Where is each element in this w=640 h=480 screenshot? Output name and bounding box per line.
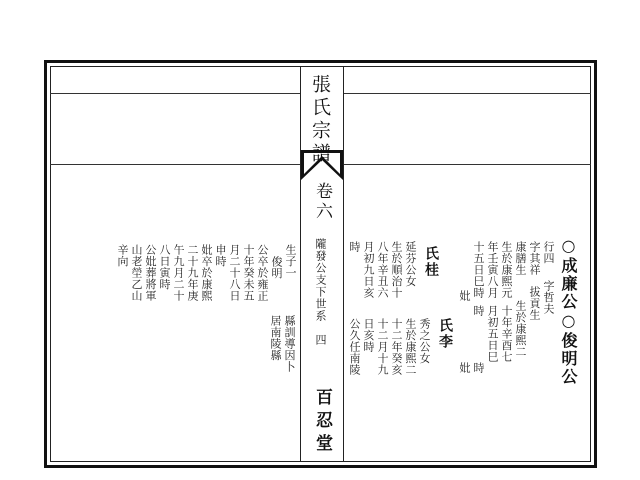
entry-col: 生於康熙二 [514,300,527,358]
wife-label: 妣 [458,290,471,302]
lineage-header: ○成廉公○俊明公 [559,236,578,386]
entry-col: 月二十八日 [228,244,241,302]
entry-col: 生子一 [284,244,297,279]
genealogy-title: 張氏宗譜 [309,74,331,166]
wife-entry: 十二年癸亥 [390,318,403,376]
wife-entry: 月初九日亥 [362,241,375,299]
entry-col: 俊明 [270,256,283,279]
entry-col: 居南陵縣 [269,315,282,361]
entry-col: 字哲夫 [542,280,555,315]
wife-label: 妣 [458,362,471,374]
wife-entry: 延芬公女 [404,241,417,287]
wife-name: 氏桂 [423,246,439,278]
wife-entry: 時 [348,241,361,253]
header-rule-top [50,93,300,94]
entry-col: 山老塋乙山 [130,244,143,302]
entry-col: 八日寅時 [158,244,171,290]
entry-col: 午九月二十 [172,244,185,302]
wife-entry: 公久任南陵 [348,318,361,376]
wife-entry: 八年辛丑六 [376,241,389,299]
entry-col: 十年辛酉七 [500,305,513,363]
wife-entry: 生於順治十 [390,241,403,299]
entry-col: 行四 [542,241,555,264]
entry-col: 生於康熙元 [500,241,513,299]
wife-name: 氏李 [437,318,453,350]
wife-entry: 秀之公女 [418,318,431,364]
header-rule-bottom-right [344,164,591,165]
header-rule-bottom [50,164,300,165]
entry-col: 縣訓導因卜 [283,315,296,373]
entry-col: 年壬寅八月 [486,241,499,299]
entry-col: 辛向 [116,244,129,267]
hall-name: 百忍堂 [312,388,332,457]
entry-col: 妣卒於康熙 [200,244,213,302]
entry-col: 拔貢生 [528,286,541,321]
wife-entry: 生於康熙二 [404,318,417,376]
entry-col: 十五日巳時 [472,241,485,299]
wife-entry: 十二月十九 [376,318,389,376]
entry-col: 字其祥 [528,241,541,276]
entry-col: 月初五日巳 [486,305,499,363]
wife-entry: 日亥時 [362,318,375,353]
volume-label: 卷六 [312,182,332,222]
entry-col: 公卒於雍正 [256,244,269,302]
entry-col: 時 [472,305,485,317]
entry-col: 時 [472,362,485,374]
header-rule-top-right [344,93,591,94]
entry-col: 康膳生 [514,241,527,276]
entry-col: 公妣葬將軍 [144,244,157,302]
entry-col: 十年癸未五 [242,244,255,302]
entry-col: 申時 [214,244,227,267]
entry-col: 二十九年庚 [186,244,199,302]
branch-label: 隴發公支下世系 四 [314,238,327,346]
